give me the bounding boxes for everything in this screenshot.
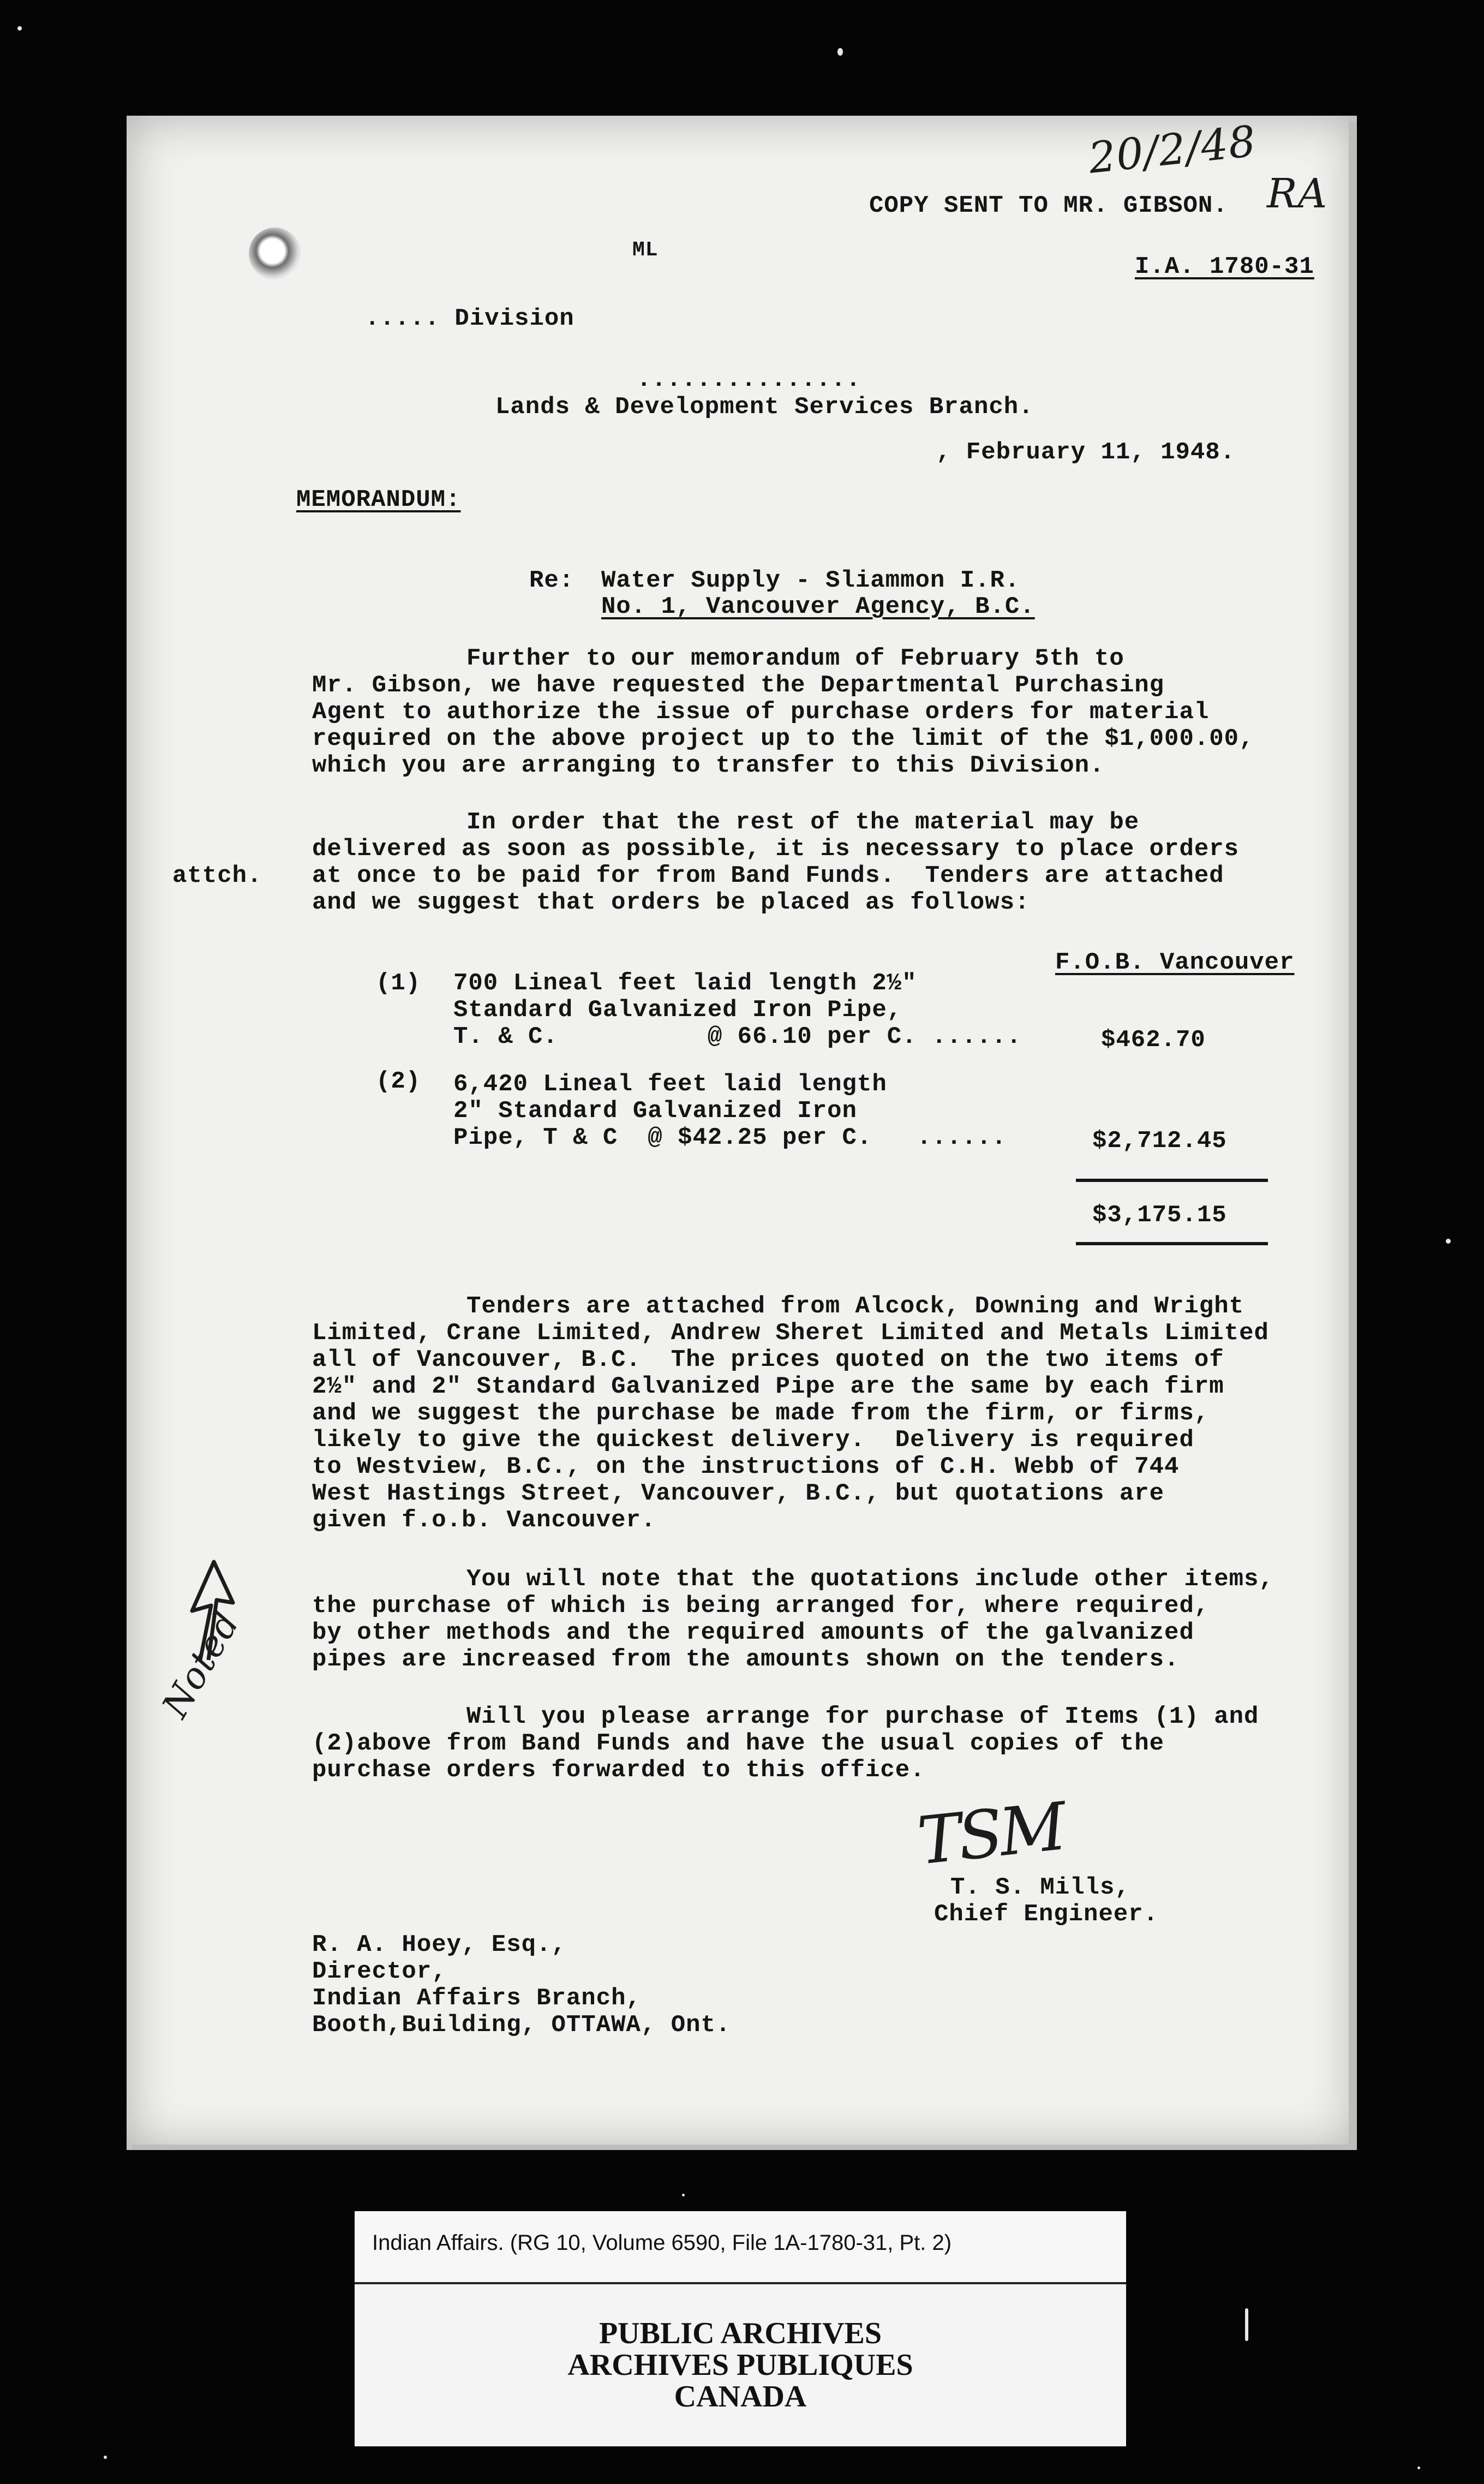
para5-line: purchase orders forwarded to this office. bbox=[312, 1757, 925, 1784]
para2-line: and we suggest that orders be placed as follows: bbox=[312, 889, 1030, 916]
archive-line-1: PUBLIC ARCHIVES bbox=[599, 2316, 882, 2350]
addressee-line: Booth,Building, OTTAWA, Ont. bbox=[312, 2011, 731, 2039]
para1-line: Agent to authorize the issue of purchase orders for material bbox=[312, 698, 1210, 726]
para1-line: Mr. Gibson, we have requested the Departmental Purchasing bbox=[312, 672, 1165, 699]
para5-line: (2)above from Band Funds and have the usual copies of the bbox=[312, 1730, 1165, 1757]
para4-line: pipes are increased from the amounts shown on the tenders. bbox=[312, 1646, 1180, 1673]
subject-re-label: Re: bbox=[529, 567, 575, 594]
item2-line: Pipe, T & C @ $42.25 per C. ...... bbox=[453, 1124, 1007, 1151]
item1-line: Standard Galvanized Iron Pipe, bbox=[453, 996, 902, 1024]
para3-line: likely to give the quickest delivery. Delivery is required bbox=[312, 1426, 1194, 1454]
para5-line: Will you please arrange for purchase of Items (1) and bbox=[466, 1703, 1259, 1730]
signatory-title: Chief Engineer. bbox=[934, 1901, 1159, 1928]
archive-stamp-box bbox=[355, 2282, 1126, 2446]
total-rule-bottom bbox=[1076, 1242, 1268, 1245]
handwritten-margin-note: Noted bbox=[154, 1604, 248, 1725]
para3-line: to Westview, B.C., on the instructions of C.H. Webb of 744 bbox=[312, 1453, 1180, 1480]
punch-hole bbox=[249, 228, 301, 280]
addressee-line: Indian Affairs Branch, bbox=[312, 1985, 641, 2012]
para3-line: all of Vancouver, B.C. The prices quoted on the two items of bbox=[312, 1346, 1224, 1374]
para1-line: which you are arranging to transfer to this Division. bbox=[312, 752, 1105, 779]
memo-page bbox=[127, 116, 1357, 2150]
addressee-line: R. A. Hoey, Esq., bbox=[312, 1931, 566, 1958]
total-rule-top bbox=[1076, 1179, 1268, 1182]
para2-line: delivered as soon as possible, it is necessary to place orders bbox=[312, 835, 1240, 863]
para3-line: and we suggest the purchase be made from the firm, or firms, bbox=[312, 1400, 1210, 1427]
branch-name: Lands & Development Services Branch. bbox=[495, 393, 1034, 421]
para3-line: West Hastings Street, Vancouver, B.C., but quotations are bbox=[312, 1480, 1165, 1507]
archive-line-2: ARCHIVES PUBLIQUES bbox=[567, 2348, 913, 2382]
ml-mark: ML bbox=[632, 238, 659, 262]
para3-line: Limited, Crane Limited, Andrew Sheret Limited and Metals Limited bbox=[312, 1319, 1269, 1347]
para2-line: at once to be paid for from Band Funds. Tenders are attached bbox=[312, 862, 1224, 889]
item1-number: (1) bbox=[376, 970, 421, 997]
margin-arrow-icon bbox=[181, 1556, 241, 1665]
file-number: I.A. 1780-31 bbox=[1135, 253, 1314, 280]
item1-line: 700 Lineal feet laid length 2½" bbox=[453, 970, 917, 997]
branch-dots: ............... bbox=[637, 366, 861, 393]
item2-line: 6,420 Lineal feet laid length bbox=[453, 1071, 887, 1098]
copy-sent-note: COPY SENT TO MR. GIBSON. bbox=[869, 192, 1228, 219]
archive-citation: Indian Affairs. (RG 10, Volume 6590, File 1A-1780-31, Pt. 2) bbox=[372, 2231, 952, 2255]
division-line: ..... Division bbox=[365, 305, 575, 332]
para3-line: Tenders are attached from Alcock, Downing and Wright bbox=[466, 1293, 1244, 1320]
item2-number: (2) bbox=[376, 1068, 421, 1095]
para3-line: 2½" and 2" Standard Galvanized Pipe are the same by each firm bbox=[312, 1373, 1224, 1400]
margin-attch-note: attch. bbox=[172, 862, 262, 889]
item2-amount: $2,712.45 bbox=[1092, 1127, 1227, 1155]
handwritten-initials: RA bbox=[1267, 170, 1328, 217]
item1-line: T. & C. @ 66.10 per C. ...... bbox=[453, 1023, 1022, 1050]
addressee-line: Director, bbox=[312, 1958, 447, 1985]
para2-line: In order that the rest of the material may be bbox=[466, 809, 1140, 836]
handwritten-file-ref: 20/2/48 bbox=[1086, 117, 1259, 183]
handwritten-signature: TSM bbox=[914, 1789, 1067, 1880]
signatory-name: T. S. Mills, bbox=[950, 1874, 1130, 1901]
memo-date: , February 11, 1948. bbox=[936, 439, 1236, 466]
item2-line: 2" Standard Galvanized Iron bbox=[453, 1097, 857, 1125]
fob-header: F.O.B. Vancouver bbox=[1055, 949, 1295, 976]
para4-line: the purchase of which is being arranged for, where required, bbox=[312, 1592, 1210, 1620]
item1-amount: $462.70 bbox=[1101, 1026, 1206, 1054]
para4-line: You will note that the quotations include other items, bbox=[466, 1566, 1274, 1593]
para3-line: given f.o.b. Vancouver. bbox=[312, 1507, 656, 1534]
archive-label bbox=[355, 2211, 1126, 2444]
para1-line: required on the above project up to the limit of the $1,000.00, bbox=[312, 725, 1254, 753]
subject-line-1: Water Supply - Sliammon I.R. bbox=[601, 567, 1020, 594]
page-edge-bottom bbox=[132, 2145, 1357, 2150]
items-total: $3,175.15 bbox=[1092, 1202, 1227, 1229]
archive-line-3: CANADA bbox=[674, 2380, 807, 2414]
page-edge-right bbox=[1349, 121, 1357, 2150]
subject-line-2: No. 1, Vancouver Agency, B.C. bbox=[601, 593, 1035, 620]
memorandum-heading: MEMORANDUM: bbox=[296, 486, 461, 513]
para4-line: by other methods and the required amounts of the galvanized bbox=[312, 1619, 1194, 1646]
para1-line: Further to our memorandum of February 5th to bbox=[466, 645, 1124, 672]
